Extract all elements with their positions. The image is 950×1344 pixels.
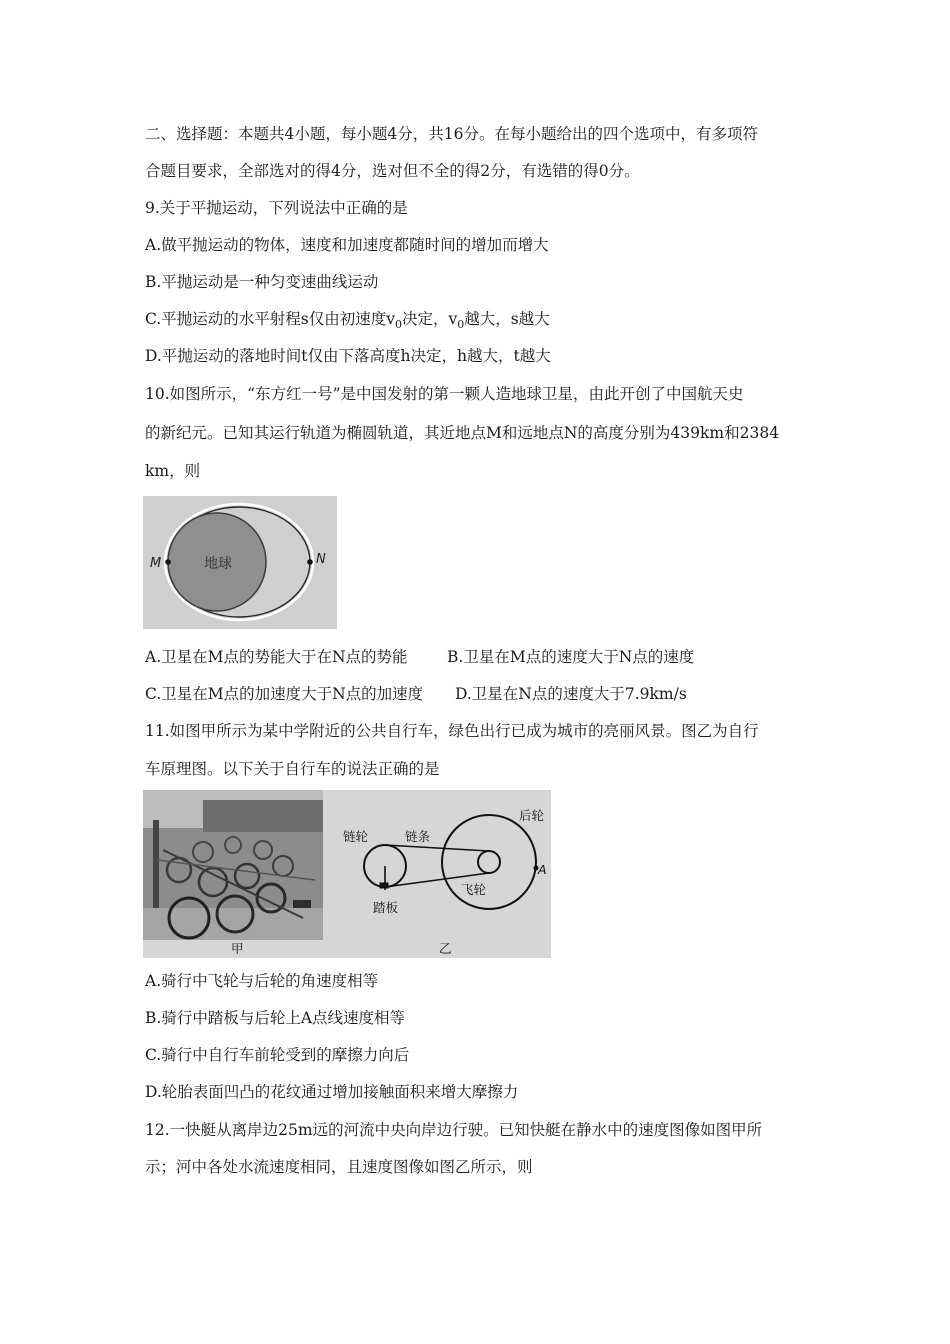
label-m: M (150, 556, 162, 571)
q9-option-c-sub2: 0 (457, 318, 465, 332)
q11-option-c: C.骑行中自行车前轮受到的摩擦力向后 (145, 1046, 410, 1064)
caption-yi: 乙 (439, 941, 452, 956)
q10-stem-line1: 10.如图所示，“东方红一号”是中国发射的第一颗人造地球卫星，由此开创了中国航天史 (145, 385, 744, 403)
bicycle-photo (143, 790, 323, 940)
label-n: N (316, 552, 326, 567)
q10-option-d: D.卫星在N点的速度大于7.9km/s (455, 685, 687, 703)
section-heading-line1: 二、选择题：本题共4小题，每小题4分，共16分。在每小题给出的四个选项中，有多项符 (145, 125, 758, 143)
point-m-dot (165, 559, 171, 565)
q9-option-b: B.平抛运动是一种匀变速曲线运动 (145, 273, 379, 291)
caption-jia: 甲 (231, 941, 244, 956)
q9-option-c-post: 越大，s越大 (464, 310, 550, 328)
q9-stem: 9.关于平抛运动，下列说法中正确的是 (145, 199, 408, 217)
label-sprocket: 链轮 (343, 829, 369, 844)
q11-stem-line1: 11.如图甲所示为某中学附近的公共自行车，绿色出行已成为城市的亮丽风景。图乙为自行 (145, 722, 759, 740)
q9-option-a: A.做平抛运动的物体，速度和加速度都随时间的增加而增大 (145, 236, 549, 254)
point-n-dot (307, 559, 313, 565)
q10-option-a: A.卫星在M点的势能大于在N点的势能 (145, 648, 408, 666)
q9-option-c-pre: C.平抛运动的水平射程s仅由初速度v (145, 310, 395, 328)
label-flywheel: 飞轮 (461, 882, 487, 897)
label-chain: 链条 (405, 829, 431, 844)
label-earth: 地球 (204, 556, 232, 572)
label-a: A (538, 862, 547, 877)
q12-stem-line1: 12.一快艇从离岸边25m远的河流中央向岸边行驶。已知快艇在静水中的速度图像如图甲所 (145, 1121, 763, 1139)
q11-option-b: B.骑行中踏板与后轮上A点线速度相等 (145, 1009, 406, 1027)
q10-stem-line2: 的新纪元。已知其运行轨道为椭圆轨道，其近地点M和远地点N的高度分别为439km和2384 (145, 424, 780, 442)
orbit-figure (143, 496, 337, 629)
q10-option-b: B.卫星在M点的速度大于N点的速度 (447, 648, 695, 666)
pedal-block (380, 883, 388, 888)
q11-option-a: A.骑行中飞轮与后轮的角速度相等 (145, 972, 379, 990)
label-rear-wheel: 后轮 (519, 808, 545, 823)
q11-stem-line2: 车原理图。以下关于自行车的说法正确的是 (145, 760, 440, 778)
q12-stem-line2: 示；河中各处水流速度相同，且速度图像如图乙所示，则 (145, 1158, 533, 1176)
q9-option-d: D.平抛运动的落地时间t仅由下落高度h决定，h越大，t越大 (145, 347, 551, 365)
q10-option-c: C.卫星在M点的加速度大于N点的加速度 (145, 685, 424, 703)
q9-option-c-sub1: 0 (394, 318, 402, 332)
q11-option-d: D.轮胎表面凹凸的花纹通过增加接触面积来增大摩擦力 (145, 1083, 519, 1101)
section-heading-line2: 合题目要求，全部选对的得4分，选对但不全的得2分，有选错的得0分。 (145, 162, 640, 180)
q9-option-c-mid: 决定，v (401, 310, 458, 328)
label-pedal: 踏板 (373, 900, 399, 915)
q9-option-c (145, 308, 550, 336)
bicycle-figure (143, 790, 551, 958)
q10-stem-line3: km，则 (145, 462, 201, 480)
